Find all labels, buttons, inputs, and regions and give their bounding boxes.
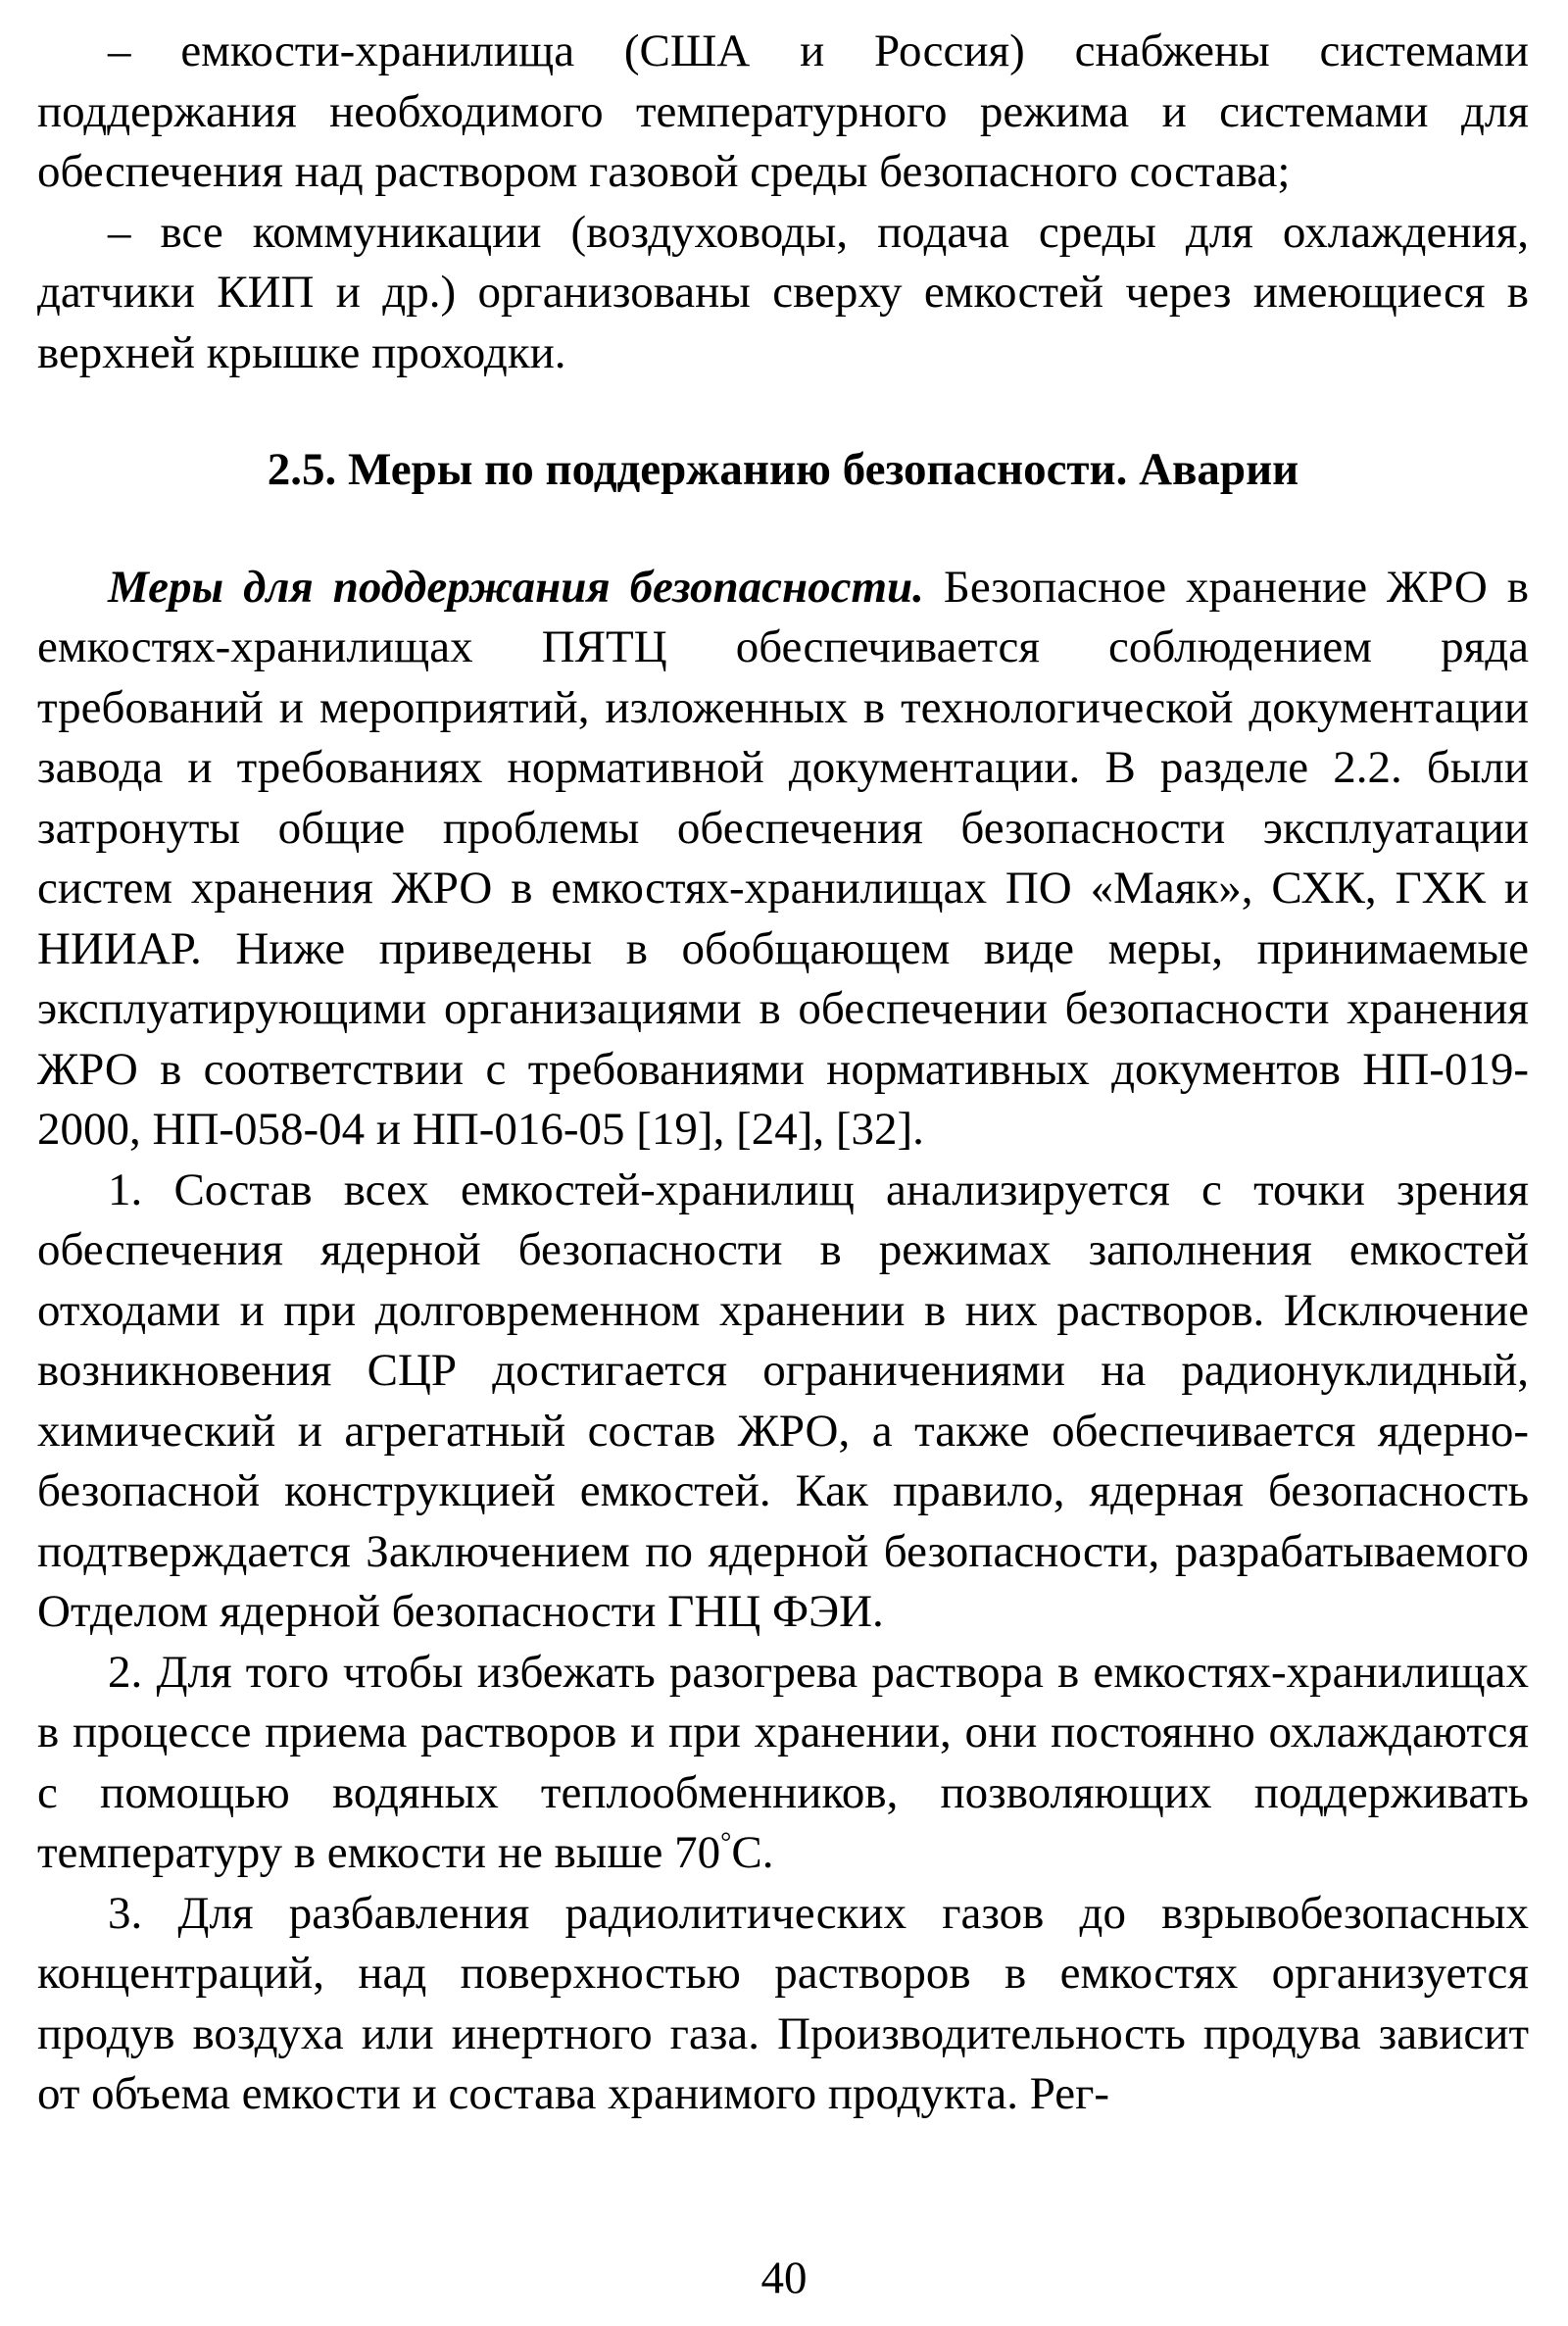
page-number: 40 [760,2252,808,2303]
section-heading: 2.5. Меры по поддержанию безопасности. Аварии [267,444,1299,495]
numbered-item-3: 3. Для разбавления радиолитических газов до взрывобезопасных концентраций, над поверхностью растворов в емкостях организуется продув воздуха или инертного газа. Производительность продува зависит от объема емкости и состава хранимого продукта. Рег- [37,1887,1529,2119]
intro-text: Безопасное хранение ЖРО в емкостях-хранилищах ПЯТЦ обеспечивается соблюдением ряда требований и мероприятий, изложенных в технологической документации завода и требованиях нормативной документации. В разделе 2.2. были затронуты общие проблемы обеспечения безопасности эксплуатации систем хранения ЖРО в емкостях-хранилищах ПО «Маяк», СХК, ГХК и НИИАР. Ниже приведены в обобщающем виде меры, принимаемые эксплуатирующими организациями в обеспечении безопасности хранения ЖРО в соответствии с требованиями нормативных документов НП-019-2000, НП-058-04 и НП-016-05 [19], [24], [32]. [37,561,1529,1155]
page-body [37,22,1529,2305]
degree-sign: ° [720,1827,732,1858]
runin-heading: Меры для поддержания безопасности. [108,561,924,613]
continued-list-item-2: – все коммуникации (воздуховоды, подача среды для охлаждения, датчики КИП и др.) организованы сверху емкостей через имеющиеся в верхней крышке проходки. [37,206,1529,378]
numbered-item-2 [37,1643,1529,1884]
spacer [37,383,1529,440]
continued-list-item-1: – емкости-хранилища (США и Россия) снабжены системами поддержания необходимого температурного режима и системами для обеспечения над раствором газовой среды безопасного состава; [37,25,1529,197]
intro-paragraph [37,558,1529,1161]
item-2-unit: С. [731,1827,774,1878]
spacer [37,501,1529,558]
item-2-text: 2. Для того чтобы избежать разогрева раствора в емкостях-хранилищах в процессе приема растворов и при хранении, они постоянно охлаждаются с помощью водяных теплообменников, позволяющих поддерживать температуру в емкости не выше 70 [37,1646,1529,1878]
numbered-item-1: 1. Состав всех емкостей-хранилищ анализируется с точки зрения обеспечения ядерной безопасности в режимах заполнения емкостей отходами и при долговременном хранении в них растворов. Исключение возникновения СЦР достигается ограничениями на радионуклидный, химический и агрегатный состав ЖРО, а также обеспечивается ядерно-безопасной конструкцией емкостей. Как правило, ядерная безопасность подтверждается Заключением по ядерной безопасности, разрабатываемого Отделом ядерной безопасности ГНЦ ФЭИ. [37,1163,1529,1637]
